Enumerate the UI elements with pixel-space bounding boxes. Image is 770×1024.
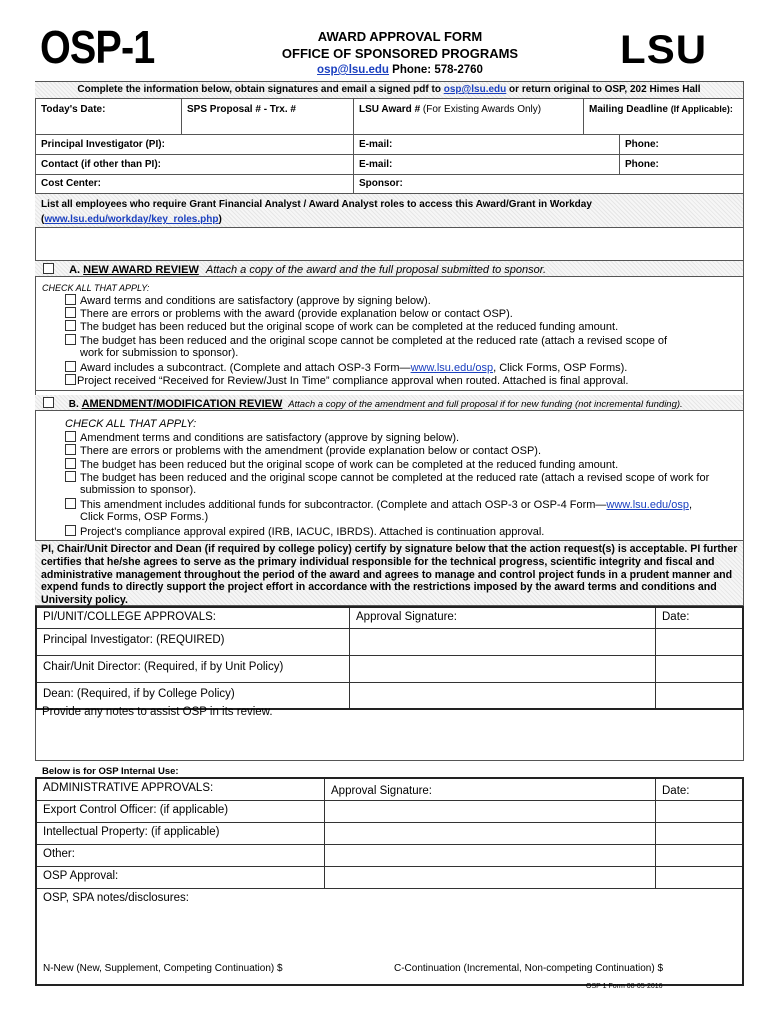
- chair-approver-row: Chair/Unit Director: (Required, if by Unit Policy): [36, 655, 350, 682]
- pi-signature-header: Approval Signature:: [350, 607, 656, 628]
- a-item-4-cont: work for submission to sponsor).: [80, 347, 239, 359]
- workday-link[interactable]: www.lsu.edu/workday/key_roles.php: [44, 214, 219, 225]
- pi-signature-field[interactable]: [350, 628, 656, 655]
- a-item-5-checkbox[interactable]: [65, 361, 76, 372]
- certification-text: PI, Chair/Unit Director and Dean (if required by college policy) certify by signature below that the action request(s) is acceptable. PI further certifies that he/she agrees to serve as the primary individual responsible for the technical progress, scientific integrity and fiscal and administrative management throughout the period of the award and agrees to manage and control project funds in a prudent manner and expend funds to directly support the project effort in accordance with the restrictions imposed by the award terms and conditions and University policy.: [41, 543, 738, 607]
- b-osp-link[interactable]: www.lsu.edu/osp: [606, 499, 689, 511]
- a-item-6: Project received “Received for Review/Just In Time” compliance approval when routed. Attached is final approval.: [65, 374, 629, 388]
- section-a-header: [35, 261, 743, 277]
- a-item-1-checkbox[interactable]: [65, 294, 76, 305]
- section-a-note: Attach a copy of the award and the full proposal submitted to sponsor.: [205, 264, 547, 276]
- pi-row: [35, 135, 743, 155]
- workday-employees-field[interactable]: [35, 228, 743, 261]
- continuation-funding-label: C-Continuation (Incremental, Non-competing Continuation) $: [394, 963, 664, 974]
- ip-date-field[interactable]: [656, 823, 744, 845]
- todays-date-field[interactable]: Today's Date:: [41, 104, 106, 115]
- instructions-row: [35, 82, 743, 99]
- pi-email-field[interactable]: E-mail:: [359, 139, 393, 150]
- b-item-3-checkbox[interactable]: [65, 458, 76, 469]
- a-item-4-checkbox[interactable]: [65, 334, 76, 345]
- workday-row: [35, 194, 743, 228]
- notes-field[interactable]: [36, 720, 742, 760]
- a-item-3-checkbox[interactable]: [65, 320, 76, 331]
- b-item-6-checkbox[interactable]: [65, 525, 76, 536]
- sponsor-field[interactable]: Sponsor:: [359, 178, 403, 189]
- info-row-1: [35, 99, 743, 135]
- a-item-4: The budget has been reduced and the original scope cannot be completed at the reduced rate (attach a revised scope of: [65, 334, 667, 348]
- new-funding-label: N-New (New, Supplement, Competing Continuation) $: [43, 963, 283, 974]
- section-b-check-label: CHECK ALL THAT APPLY:: [65, 418, 197, 430]
- notes-label: Provide any notes to assist OSP in its review.: [42, 706, 273, 718]
- internal-use-label: Below is for OSP Internal Use:: [42, 766, 179, 777]
- pi-date-field[interactable]: [656, 628, 744, 655]
- b-item-3: The budget has been reduced but the original scope of work can be completed at the reduced funding amount.: [65, 458, 618, 472]
- b-item-1-checkbox[interactable]: [65, 431, 76, 442]
- admin-signature-header: Approval Signature:: [325, 778, 656, 801]
- pi-approvals-table: [35, 606, 744, 710]
- section-a-title: A. NEW AWARD REVIEW: [69, 264, 199, 276]
- export-date-field[interactable]: [656, 801, 744, 823]
- section-a-checkbox[interactable]: [43, 263, 54, 274]
- pi-approver-row: Principal Investigator: (REQUIRED): [36, 628, 350, 655]
- a-item-1: Award terms and conditions are satisfactory (approve by signing below).: [65, 294, 431, 308]
- osp-date-field[interactable]: [656, 867, 744, 889]
- pi-approvals-header: PI/UNIT/COLLEGE APPROVALS:: [36, 607, 350, 628]
- form-version: OSP 1 Form 08-05-2016: [586, 983, 663, 990]
- cost-center-row: [35, 175, 743, 194]
- dean-signature-field[interactable]: [350, 682, 656, 709]
- lsu-logo: LSU: [620, 28, 708, 72]
- osp-signature-field[interactable]: [325, 867, 656, 889]
- admin-approvals-table: [35, 777, 744, 986]
- pi-phone-field[interactable]: Phone:: [625, 139, 659, 150]
- sps-proposal-field[interactable]: SPS Proposal # - Trx. #: [187, 104, 296, 115]
- section-b-header: [35, 395, 743, 411]
- b-item-4: The budget has been reduced and the original scope cannot be completed at the reduced rate (attach a revised scope of work for: [65, 471, 709, 485]
- cost-center-field[interactable]: Cost Center:: [41, 178, 102, 189]
- other-row: Other:: [36, 845, 325, 867]
- b-item-5: This amendment includes additional funds for subcontractor. (Complete and attach OSP-3 or OSP-4 Form—www.lsu.edu/osp,: [65, 498, 692, 512]
- b-item-2-checkbox[interactable]: [65, 444, 76, 455]
- other-date-field[interactable]: [656, 845, 744, 867]
- other-signature-field[interactable]: [325, 845, 656, 867]
- contact-row: [35, 155, 743, 175]
- certification-block: [35, 540, 743, 606]
- b-item-4-checkbox[interactable]: [65, 471, 76, 482]
- a-item-2: There are errors or problems with the award (provide explanation below or contact OSP).: [65, 307, 513, 321]
- contact-email-field[interactable]: E-mail:: [359, 159, 393, 170]
- section-b-checkbox[interactable]: [43, 397, 54, 408]
- osp-notes-cell[interactable]: [36, 889, 743, 985]
- export-control-row: Export Control Officer: (if applicable): [36, 801, 325, 823]
- section-b-note: Attach a copy of the amendment and full proposal if for new funding (not incremental funding).: [288, 399, 683, 410]
- instructions-email-link[interactable]: osp@lsu.edu: [443, 84, 507, 95]
- a-item-5: Award includes a subcontract. (Complete and attach OSP-3 Form—www.lsu.edu/osp, Click Forms, OSP Forms).: [65, 361, 627, 375]
- section-b-row: [43, 397, 683, 410]
- b-item-1: Amendment terms and conditions are satisfactory (approve by signing below).: [65, 431, 459, 445]
- workday-text: List all employees who require Grant Financial Analyst / Award Analyst roles to access this Award/Grant in Workday (www.lsu.edu/workday/key_roles.php): [41, 199, 592, 225]
- chair-signature-field[interactable]: [350, 655, 656, 682]
- instructions-text: Complete the information below, obtain signatures and email a signed pdf to osp@lsu.edu or return original to OSP, 202 Himes Hall: [77, 84, 701, 95]
- osp-1-logo: OSP-1: [40, 21, 155, 73]
- ip-signature-field[interactable]: [325, 823, 656, 845]
- intellectual-property-row: Intellectual Property: (if applicable): [36, 823, 325, 845]
- contact-field[interactable]: Contact (if other than PI):: [41, 159, 161, 170]
- export-signature-field[interactable]: [325, 801, 656, 823]
- dean-approver-row: Dean: (Required, if by College Policy): [36, 682, 350, 709]
- a-item-2-checkbox[interactable]: [65, 307, 76, 318]
- chair-date-field[interactable]: [656, 655, 744, 682]
- osp-notes-label: OSP, SPA notes/disclosures:: [43, 892, 189, 904]
- section-a-row: [43, 263, 546, 276]
- b-item-5-cont: Click Forms, OSP Forms.): [80, 511, 209, 523]
- section-a-check-label: CHECK ALL THAT APPLY:: [42, 283, 150, 293]
- osp-email-link[interactable]: osp@lsu.edu: [317, 64, 389, 76]
- osp-phone: Phone: 578-2760: [392, 64, 483, 76]
- lsu-award-field[interactable]: LSU Award # (For Existing Awards Only): [359, 104, 542, 115]
- office-title: OFFICE OF SPONSORED PROGRAMS: [281, 46, 519, 61]
- section-b-title: B. AMENDMENT/MODIFICATION REVIEW: [68, 398, 283, 410]
- form-title: AWARD APPROVAL FORM: [317, 29, 483, 44]
- b-item-6: Project's compliance approval expired (IRB, IACUC, IBRDS). Attached is continuation approval.: [65, 525, 544, 539]
- b-item-5-checkbox[interactable]: [65, 498, 76, 509]
- admin-date-header: Date:: [656, 778, 744, 801]
- b-item-2: There are errors or problems with the amendment (provide explanation below or contact OSP).: [65, 444, 541, 458]
- pi-field[interactable]: Principal Investigator (PI):: [41, 139, 165, 150]
- contact-line: [200, 64, 600, 76]
- b-item-4-cont: submission to sponsor).: [80, 484, 197, 496]
- osp-approval-row: OSP Approval:: [36, 867, 325, 889]
- a-osp-link[interactable]: www.lsu.edu/osp: [410, 362, 494, 374]
- dean-date-field[interactable]: [656, 682, 744, 709]
- admin-approvals-header: ADMINISTRATIVE APPROVALS:: [36, 778, 325, 801]
- pi-date-header: Date:: [656, 607, 744, 628]
- divider: [35, 390, 743, 391]
- mailing-deadline-field[interactable]: Mailing Deadline (If Applicable):: [589, 104, 733, 115]
- contact-phone-field[interactable]: Phone:: [625, 159, 659, 170]
- a-item-3: The budget has been reduced but the original scope of work can be completed at the reduced funding amount.: [65, 320, 618, 334]
- a-item-6-checkbox[interactable]: [65, 374, 76, 385]
